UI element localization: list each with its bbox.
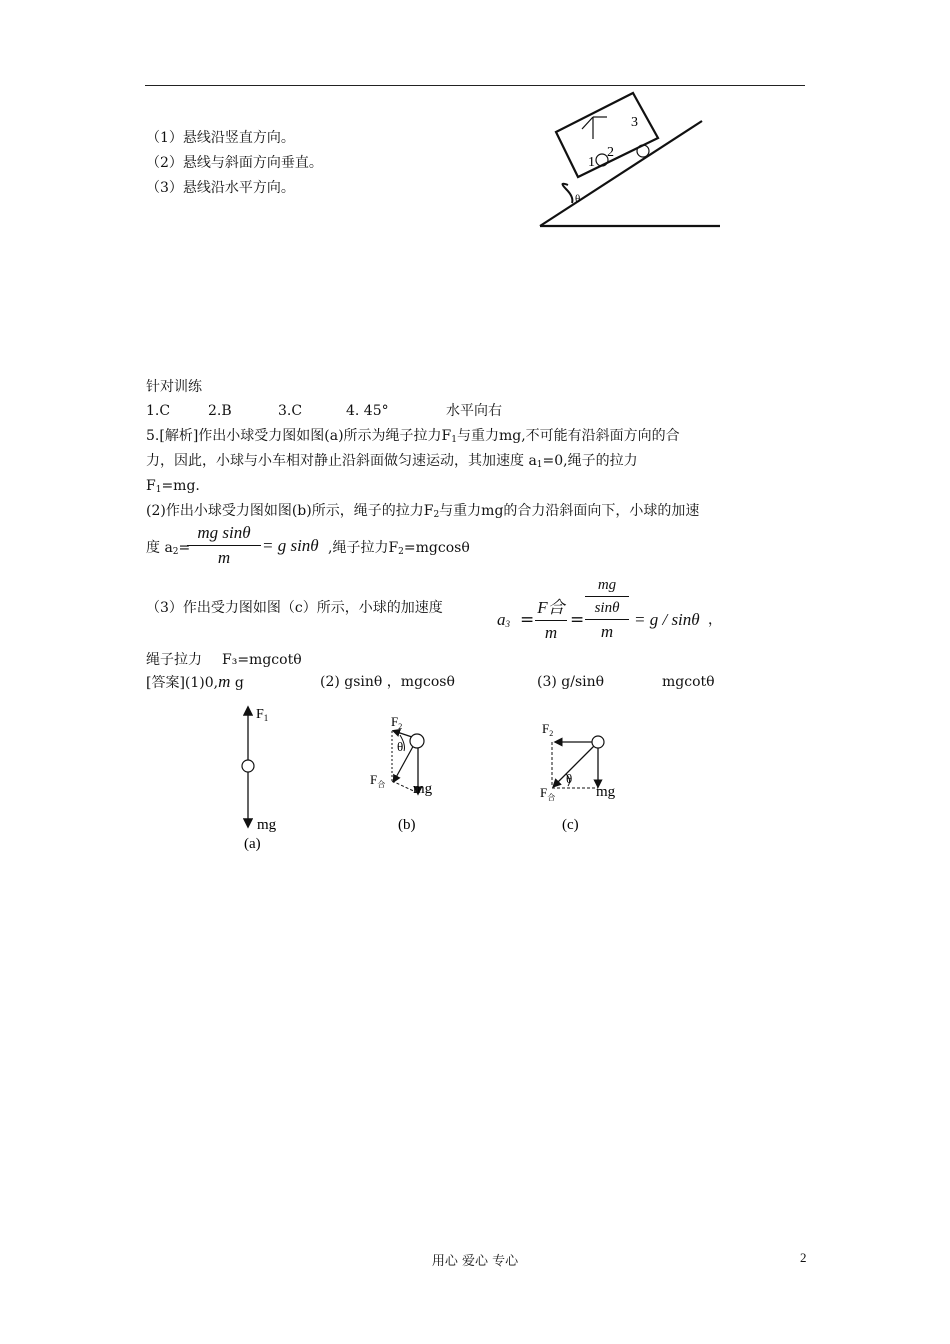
label-theta: θ (575, 193, 581, 205)
equals-2: = (570, 610, 585, 630)
svg-text:F2: $F_2$ (542, 721, 554, 738)
force-diagram-b (360, 705, 450, 835)
caption-c: (c) (562, 817, 579, 833)
section-title: 针对训练 (146, 379, 202, 395)
acceleration-3-symbol: $a_3$ (497, 610, 510, 629)
theta-c: θ (566, 771, 573, 786)
analysis-line-4: (2)作出小球受力图如图(b)所示，绳子的拉力$F_2$与重力mg的合力沿斜面向下，小球的加速 (146, 503, 700, 520)
analysis-line-3: $F_1=mg$. (146, 478, 200, 495)
condition-3: （3）悬线沿水平方向。 (146, 180, 295, 196)
analysis-line-6: （3）作出受力图如图（c）所示，小球的加速度 (146, 600, 443, 616)
comma: ， (708, 612, 722, 628)
final-answer-2: (2) gsinθ ，mgcosθ (320, 674, 455, 690)
caption-a: (a) (244, 836, 261, 852)
footer-slogan: 用心 爱心 专心 (431, 1254, 519, 1269)
final-answer-1: [答案](1)0,m g (146, 672, 244, 691)
final-answer-3: (3) g/sinθ (537, 674, 605, 690)
fnet-label-c: F (540, 785, 548, 800)
force-diagram-c (530, 710, 630, 840)
answer-4: 4. 45° (346, 403, 389, 419)
force-diagram-a (225, 700, 295, 855)
final-answer-3b: mgcotθ (662, 674, 715, 690)
rope-tension-3: F₃=mgcotθ (222, 652, 302, 668)
analysis-line-1: 5.[解析]作出小球受力图如图(a)所示为绳子拉力$F_1$与重力mg,不可能有沿斜面方向的合 (146, 428, 680, 445)
mg-label-c: mg (596, 784, 616, 800)
f1-label: F (256, 707, 264, 722)
page-number: 2 (800, 1250, 807, 1265)
rope-label: 绳子拉力 (146, 652, 202, 668)
equals-1: = (520, 610, 535, 630)
theta-b: θ (397, 739, 404, 754)
acceleration-3-fraction-2: mg sinθ m (585, 575, 629, 643)
condition-1: （1）悬线沿竖直方向。 (146, 130, 295, 146)
acceleration-2-fraction: mg sinθ m (187, 522, 261, 569)
acceleration-2-prefix: 度 $a_2=$ (146, 540, 191, 557)
svg-text:F合: $F_合$ (370, 772, 386, 789)
fnet-label-b: F (370, 772, 378, 787)
answer-1: 1.C (146, 403, 171, 419)
f2-label-c: F (542, 721, 550, 736)
answer-2: 2.B (208, 403, 232, 419)
svg-text:F合: $F_合$ (540, 785, 556, 802)
answer-3: 3.C (278, 403, 303, 419)
acceleration-3-result: = g / sinθ (634, 610, 700, 629)
label-2: 2 (607, 145, 614, 160)
analysis-line-2: 力，因此，小球与小车相对静止沿斜面做匀速运动，其加速度 $a_1=0$,绳子的拉力 (146, 453, 638, 470)
answer-4-direction: 水平向右 (446, 403, 502, 419)
mg-label-b: mg (413, 781, 433, 797)
acceleration-2-result: = g sinθ (262, 536, 319, 555)
label-1: 1 (588, 155, 595, 170)
incline-cart-figure (530, 85, 730, 235)
condition-2: （2）悬线与斜面方向垂直。 (146, 155, 323, 171)
label-3: 3 (631, 115, 638, 130)
svg-text:F2: $F_2$ (391, 714, 403, 731)
acceleration-3-fraction-1: F合 m (535, 597, 567, 644)
f2-label-b: F (391, 714, 399, 729)
mg-label-a: mg (257, 817, 277, 833)
rope-tension-2: ,绳子拉力$F_2=mgcos\theta$ (328, 540, 470, 557)
svg-text:F1: $F_1$ (256, 707, 269, 723)
caption-b: (b) (398, 817, 416, 833)
